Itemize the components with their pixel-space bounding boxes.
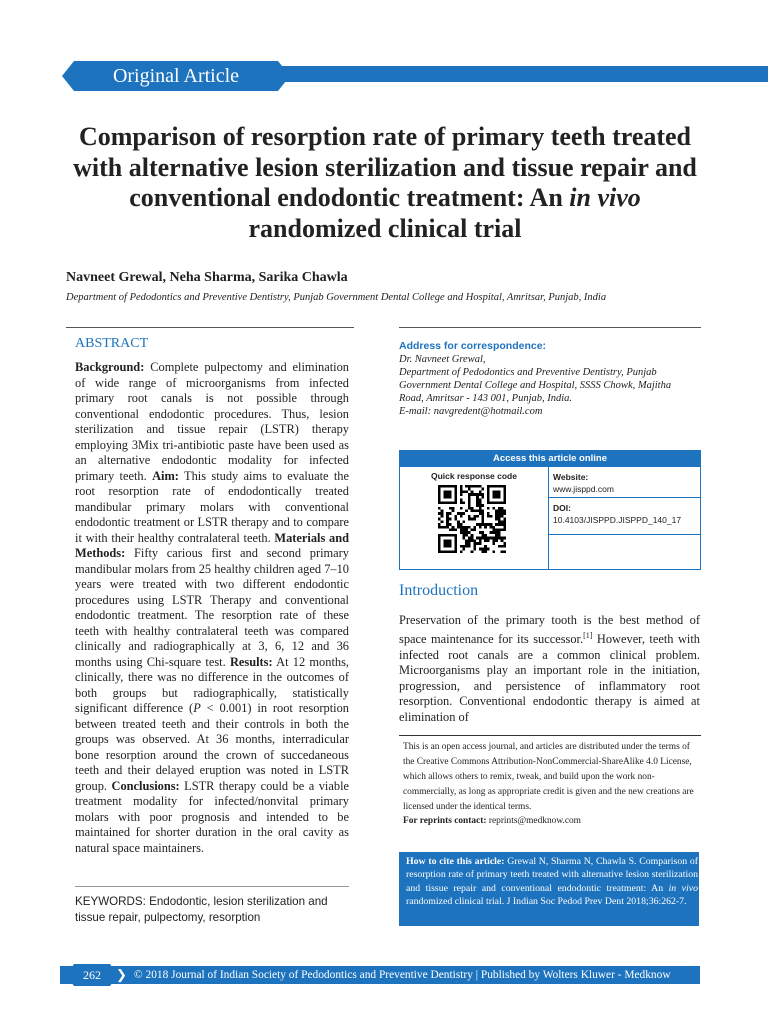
divider [399, 735, 701, 736]
page-number: 262 [83, 968, 101, 982]
introduction-heading: Introduction [399, 582, 479, 599]
author-list: Navneet Grewal, Neha Sharma, Sarika Chawla [66, 270, 348, 285]
qr-cell [400, 467, 549, 569]
website-cell [549, 467, 700, 498]
access-article-box [399, 450, 701, 570]
footer-copyright: © 2018 Journal of Indian Society of Pedodontics and Preventive Dentistry | Published by Wolters Kluwer - Medknow [134, 969, 671, 981]
abstract-body: Background: Complete pulpectomy and elimination of wide range of microorganisms from infected primary root canals is not possible through conventional endodontic procedures. Thus, lesion sterilization and tissue repair (LSTR) therapy employing 3Mix tri-antibiotic paste have been used as an alternative endodontic modality for infected primary teeth. Aim: This study aims to evaluate the root resorption rate of endodontically treated mandibular primary molars with conventional endodontic treatment or LSTR therapy and to compare it with their healthy contralateral teeth. Materials and Methods: Fifty carious first and second primary mandibular molars from 25 healthy children aged 7–10 years were treated with two different endodontic procedures using LSTR Therapy and conventional endodontic treatment. The resorption rate of these teeth with healthy contralateral teeth was compared clinically and radiographically at 3, 6, 12 and 36 months using Chi-square test. Results: At 12 months, clinically, there was no difference in the outcomes of both groups but radiographically, statistically significant difference (P < 0.001) in root resorption between treated teeth and their controls in both the groups was observed. At 36 months, interradicular bone resorption around the crown of succedaneous teeth and their delayed eruption was noted in LSTR group. Conclusions: LSTR therapy could be a viable treatment modality for infected/nonvital primary molars with poor prognosis and intended to be maintained for shorter duration in the oral cavity as natural space maintainers. [75, 360, 350, 855]
reprints-email[interactable]: reprints@medknow.com [486, 816, 581, 826]
keywords: KEYWORDS: Endodontic, lesion sterilization and tissue repair, pulpectomy, resorption [75, 895, 328, 924]
header-banner-bar [280, 66, 768, 82]
doi-link[interactable]: 10.4103/JISPPD.JISPPD_140_17 [553, 515, 682, 525]
affiliation: Department of Pedodontics and Preventive Dentistry, Punjab Government Dental College and Hospital, Amritsar, Punjab, India [66, 292, 607, 303]
reference-link[interactable]: [1] [583, 631, 593, 641]
divider [75, 886, 349, 887]
qr-label: Quick response code [431, 471, 517, 481]
doi-label: DOI: [553, 503, 571, 513]
divider [399, 327, 701, 328]
access-heading: Access this article online [400, 451, 700, 467]
citation-text: How to cite this article: Grewal N, Sharma N, Chawla S. Comparison of resorption rate of primary teeth treated with alternative lesion sterilization and tissue repair and conventional endodontic treatment: An in vivo randomized clinical trial. J Indian Soc Pedod Prev Dent 2018;36:262-7. [406, 856, 698, 908]
section-label: Original Article [112, 65, 240, 87]
chevron-right-icon: ❯ [116, 967, 127, 982]
reprints-contact: For reprints contact: reprints@medknow.com [403, 816, 581, 826]
license-notice: This is an open access journal, and articles are distributed under the terms of the Creative Commons Attribution-NonCommercial-ShareAlike 4.0 License, which allows others to remix, tweak, and build upon the work non-commercially, as long as appropriate credit is given and the new creations are licensed under the identical terms. [403, 742, 694, 812]
correspondence-heading: Address for correspondence: [399, 340, 547, 352]
divider [66, 327, 354, 328]
doi-cell [549, 498, 700, 535]
correspondence-address: Dr. Navneet Grewal, Department of Pedodontics and Preventive Dentistry, Punjab Government Dental College and Hospital, SSSS Chowk, Majitha Road, Amritsar - 143 001, Punjab, India. E-mail: navgredent@hotmail.com [399, 354, 672, 417]
article-title: Comparison of resorption rate of primary teeth treated with alternative lesion sterilization and tissue repair and conventional endodontic treatment: An in vivo randomized clinical trial [73, 122, 697, 243]
introduction-body: Preservation of the primary tooth is the best method of space maintenance for its successor.[1] However, teeth with infected root canals are a common clinical problem. Microorganisms play an important role in the initiation, progression, and persistence of inflammatory root resorption. Conventional endodontic therapy is aimed at elimination of [399, 613, 700, 724]
qr-code-icon[interactable] [438, 485, 506, 553]
website-link[interactable]: www.jisppd.com [553, 484, 614, 494]
abstract-heading: ABSTRACT [75, 336, 149, 351]
website-label: Website: [553, 472, 589, 482]
